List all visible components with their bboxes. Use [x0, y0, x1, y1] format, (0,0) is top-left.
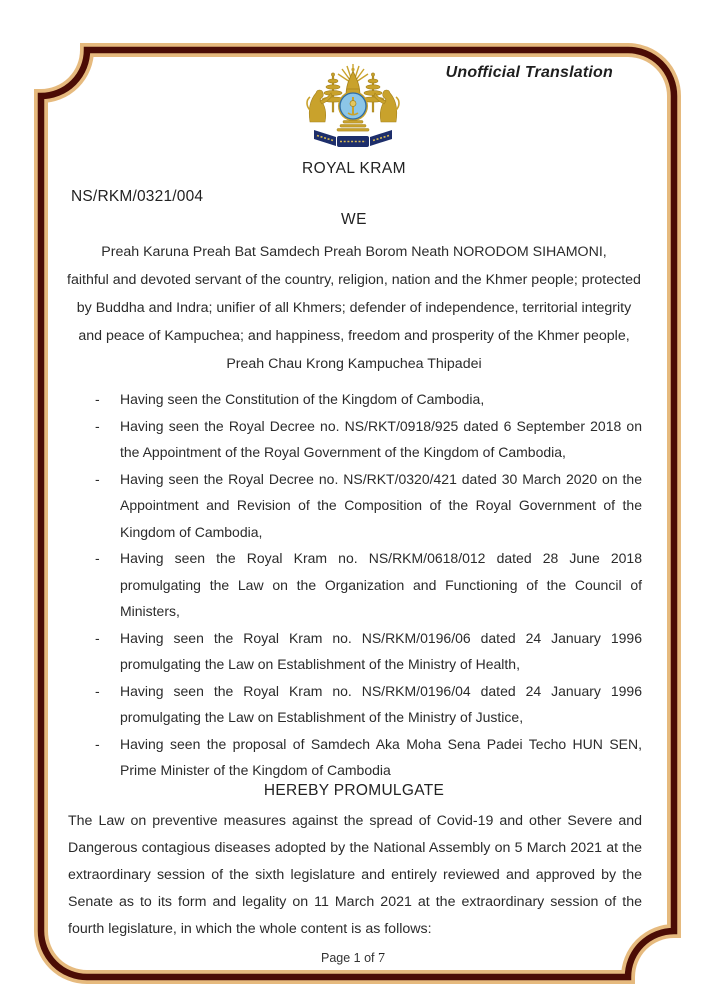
page-number-prefix: Page 1 of — [321, 951, 378, 965]
list-item — [70, 678, 642, 731]
list-item-text: Having seen the Royal Kram no. NS/RKM/0196/04 dated 24 January 1996 promulgating the Law on Establishment of the Ministry of Justice, — [120, 682, 642, 725]
list-item-text: Having seen the proposal of Samdech Aka Moha Sena Padei Techo HUN SEN, Prime Minister of the Kingdom of Cambodia — [120, 735, 642, 778]
list-item — [70, 466, 642, 546]
dash-marker: - — [95, 682, 100, 699]
list-item — [70, 413, 642, 466]
dash-marker: - — [95, 629, 100, 646]
list-item — [70, 625, 642, 678]
list-item-text: Having seen the Constitution of the Kingdom of Cambodia, — [120, 391, 485, 407]
reference-number: NS/RKM/0321/004 — [71, 188, 204, 205]
unofficial-translation-label: Unofficial Translation — [445, 64, 613, 81]
dash-marker: - — [95, 550, 100, 566]
dash-marker: - — [95, 391, 100, 407]
page-number — [0, 951, 706, 967]
list-item-text: Having seen the Royal Kram no. NS/RKM/0196/06 dated 24 January 1996 promulgating the Law on Establishment of the Ministry of Health, — [120, 629, 642, 672]
preamble-line: and peace of Kampuchea; and happiness, freedom and prosperity of the Khmer people, — [78, 328, 630, 344]
page-number-total: 7 — [378, 951, 385, 966]
dash-marker: - — [95, 417, 100, 434]
list-item — [70, 545, 642, 625]
list-item-text: Having seen the Royal Decree no. NS/RKT/0320/421 dated 30 March 2020 on the Appointment and Revision of the Composition of the Royal Government of the Kingdom of Cambodia, — [120, 470, 642, 540]
preamble-line: Preah Chau Krong Kampuchea Thipadei — [226, 356, 482, 372]
we-heading: WE — [341, 211, 367, 228]
promulgation-paragraph: The Law on preventive measures against the spread of Covid-19 and other Severe and Dangerous contagious diseases adopted by the National Assembly on 5 March 2021 at the extraordinary session of the sixth legislature and entirely reviewed and approved by the Senate as to its form and legality on 11 March 2021 at the extraordinary session of the fourth legislature, in which the whole content is as follows: — [68, 813, 642, 937]
preamble-line: Preah Karuna Preah Bat Samdech Preah Borom Neath NORODOM SIHAMONI, — [101, 244, 607, 260]
preamble-line: faithful and devoted servant of the country, religion, nation and the Khmer people; protected — [67, 272, 641, 288]
list-item — [70, 386, 642, 413]
list-item-text: Having seen the Royal Decree no. NS/RKT/0918/925 dated 6 September 2018 on the Appointment of the Royal Government of the Kingdom of Cambodia, — [120, 417, 642, 460]
preamble-line: by Buddha and Indra; unifier of all Khmers; defender of independence, territorial integrity — [76, 300, 632, 316]
royal-preamble — [62, 238, 646, 378]
dash-marker: - — [95, 735, 100, 752]
list-item-text: Having seen the Royal Kram no. NS/RKM/0618/012 dated 28 June 2018 promulgating the Law on the Organization and Functioning of the Council of Ministers, — [120, 550, 642, 619]
having-seen-list — [70, 386, 642, 784]
dash-marker: - — [95, 470, 100, 487]
list-item — [70, 731, 642, 784]
promulgate-heading: HEREBY PROMULGATE — [263, 782, 445, 799]
page-title: ROYAL KRAM — [302, 160, 406, 177]
